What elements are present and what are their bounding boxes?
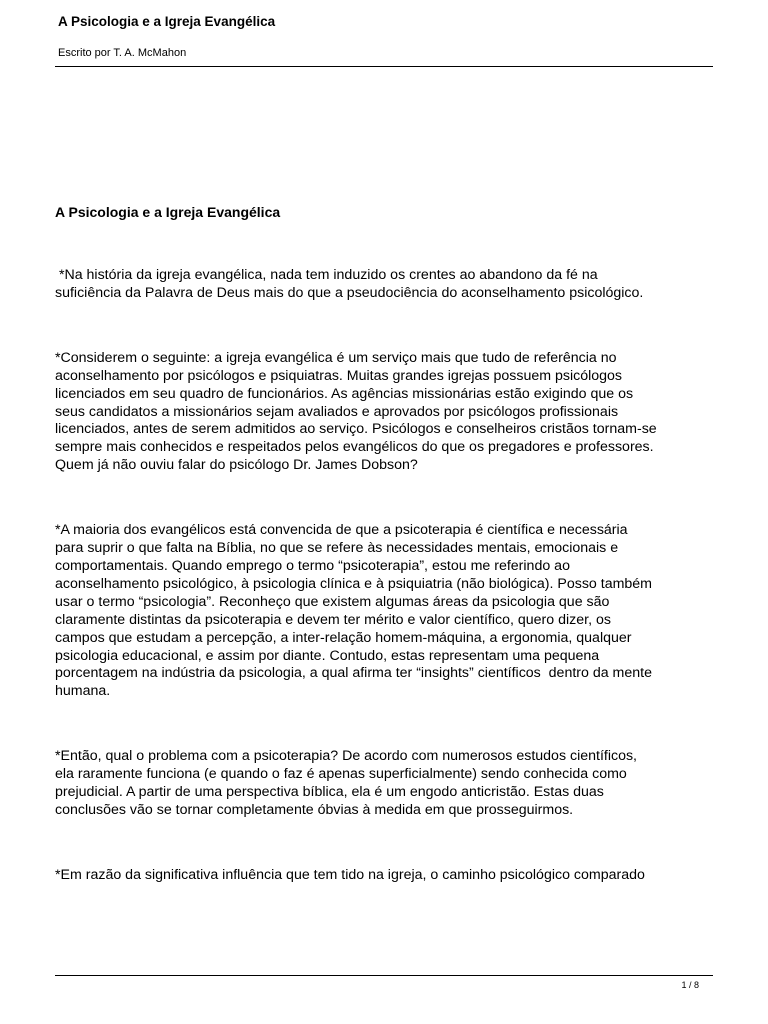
paragraph-line: ela raramente funciona (e quando o faz é apenas superficialmente) sendo conhecida como (55, 766, 627, 783)
paragraph-line: campos que estudam a percepção, a inter-relação homem-máquina, a ergonomia, qualquer (55, 629, 632, 646)
paragraph-line: aconselhamento psicológico, à psicologia clínica e à psiquiatria (não biológica). Posso também (55, 575, 652, 592)
paragraph-line: porcentagem na indústria da psicologia, a qual afirma ter “insights” científicos dentro da mente (55, 665, 652, 682)
page-number: 1 / 8 (681, 980, 699, 990)
header-divider (55, 66, 713, 67)
paragraph-line: claramente distintas da psicoterapia e devem ter mérito e valor científico, quero dizer, os (55, 611, 611, 628)
paragraph-line: licenciados em seu quadro de funcionários. As agências missionárias estão exigindo que os (55, 385, 634, 402)
paragraph-line: licenciados, antes de serem admitidos ao serviço. Psicólogos e conselheiros cristãos tornam-se (55, 421, 657, 438)
paragraph-line: para suprir o que falta na Bíblia, no que se refere às necessidades mentais, emocionais e (55, 540, 619, 557)
paragraph-line: *Então, qual o problema com a psicoterapia? De acordo com numerosos estudos científicos, (55, 748, 637, 765)
paragraph-line: *Em razão da significativa influência que tem tido na igreja, o caminho psicológico comparado (55, 866, 645, 883)
paragraph-line: *Na história da igreja evangélica, nada tem induzido os crentes ao abandono da fé na (55, 267, 598, 283)
paragraph-line: sempre mais conhecidos e respeitados pelos evangélicos do que os pregadores e professores. (55, 439, 654, 456)
footer-divider (55, 975, 713, 976)
paragraph-1 (55, 267, 715, 303)
header-author: Escrito por T. A. McMahon (58, 47, 187, 59)
paragraph-line: *A maioria dos evangélicos está convencida de que a psicoterapia é científica e necessária (55, 522, 628, 539)
paragraph-line: suficiência da Palavra de Deus mais do que a pseudociência do aconselhamento psicológico. (55, 284, 644, 301)
paragraph-3 (55, 522, 715, 701)
paragraph-line: Quem já não ouviu falar do psicólogo Dr. James Dobson? (55, 457, 418, 474)
document-heading: A Psicologia e a Igreja Evangélica (55, 204, 281, 220)
paragraph-4 (55, 748, 715, 820)
paragraph-line: *Considerem o seguinte: a igreja evangélica é um serviço mais que tudo de referência no (55, 349, 617, 366)
paragraph-line: comportamentais. Quando emprego o termo “psicoterapia”, estou me referindo ao (55, 557, 570, 574)
document-body (55, 203, 715, 885)
paragraph-line: prejudicial. A partir de uma perspectiva bíblica, ela é um engodo anticristão. Estas duas (55, 784, 604, 801)
paragraph-line: conclusões vão se tornar completamente óbvias à medida em que prosseguirmos. (55, 801, 574, 818)
paragraph-line: seus candidatos a missionários sejam avaliados e aprovados por psicólogos profissionais (55, 403, 619, 420)
header-title: A Psicologia e a Igreja Evangélica (58, 14, 276, 29)
paragraph-line: psicologia educacional, e assim por diante. Contudo, estas representam uma pequena (55, 647, 600, 664)
paragraph-line: usar o termo “psicologia”. Reconheço que existem algumas áreas da psicologia que são (55, 593, 610, 610)
paragraph-line: aconselhamento por psicólogos e psiquiatras. Muitas grandes igrejas possuem psicólogos (55, 367, 623, 384)
paragraph-5 (55, 867, 715, 885)
paragraph-line: humana. (55, 683, 111, 700)
paragraph-2 (55, 350, 715, 475)
